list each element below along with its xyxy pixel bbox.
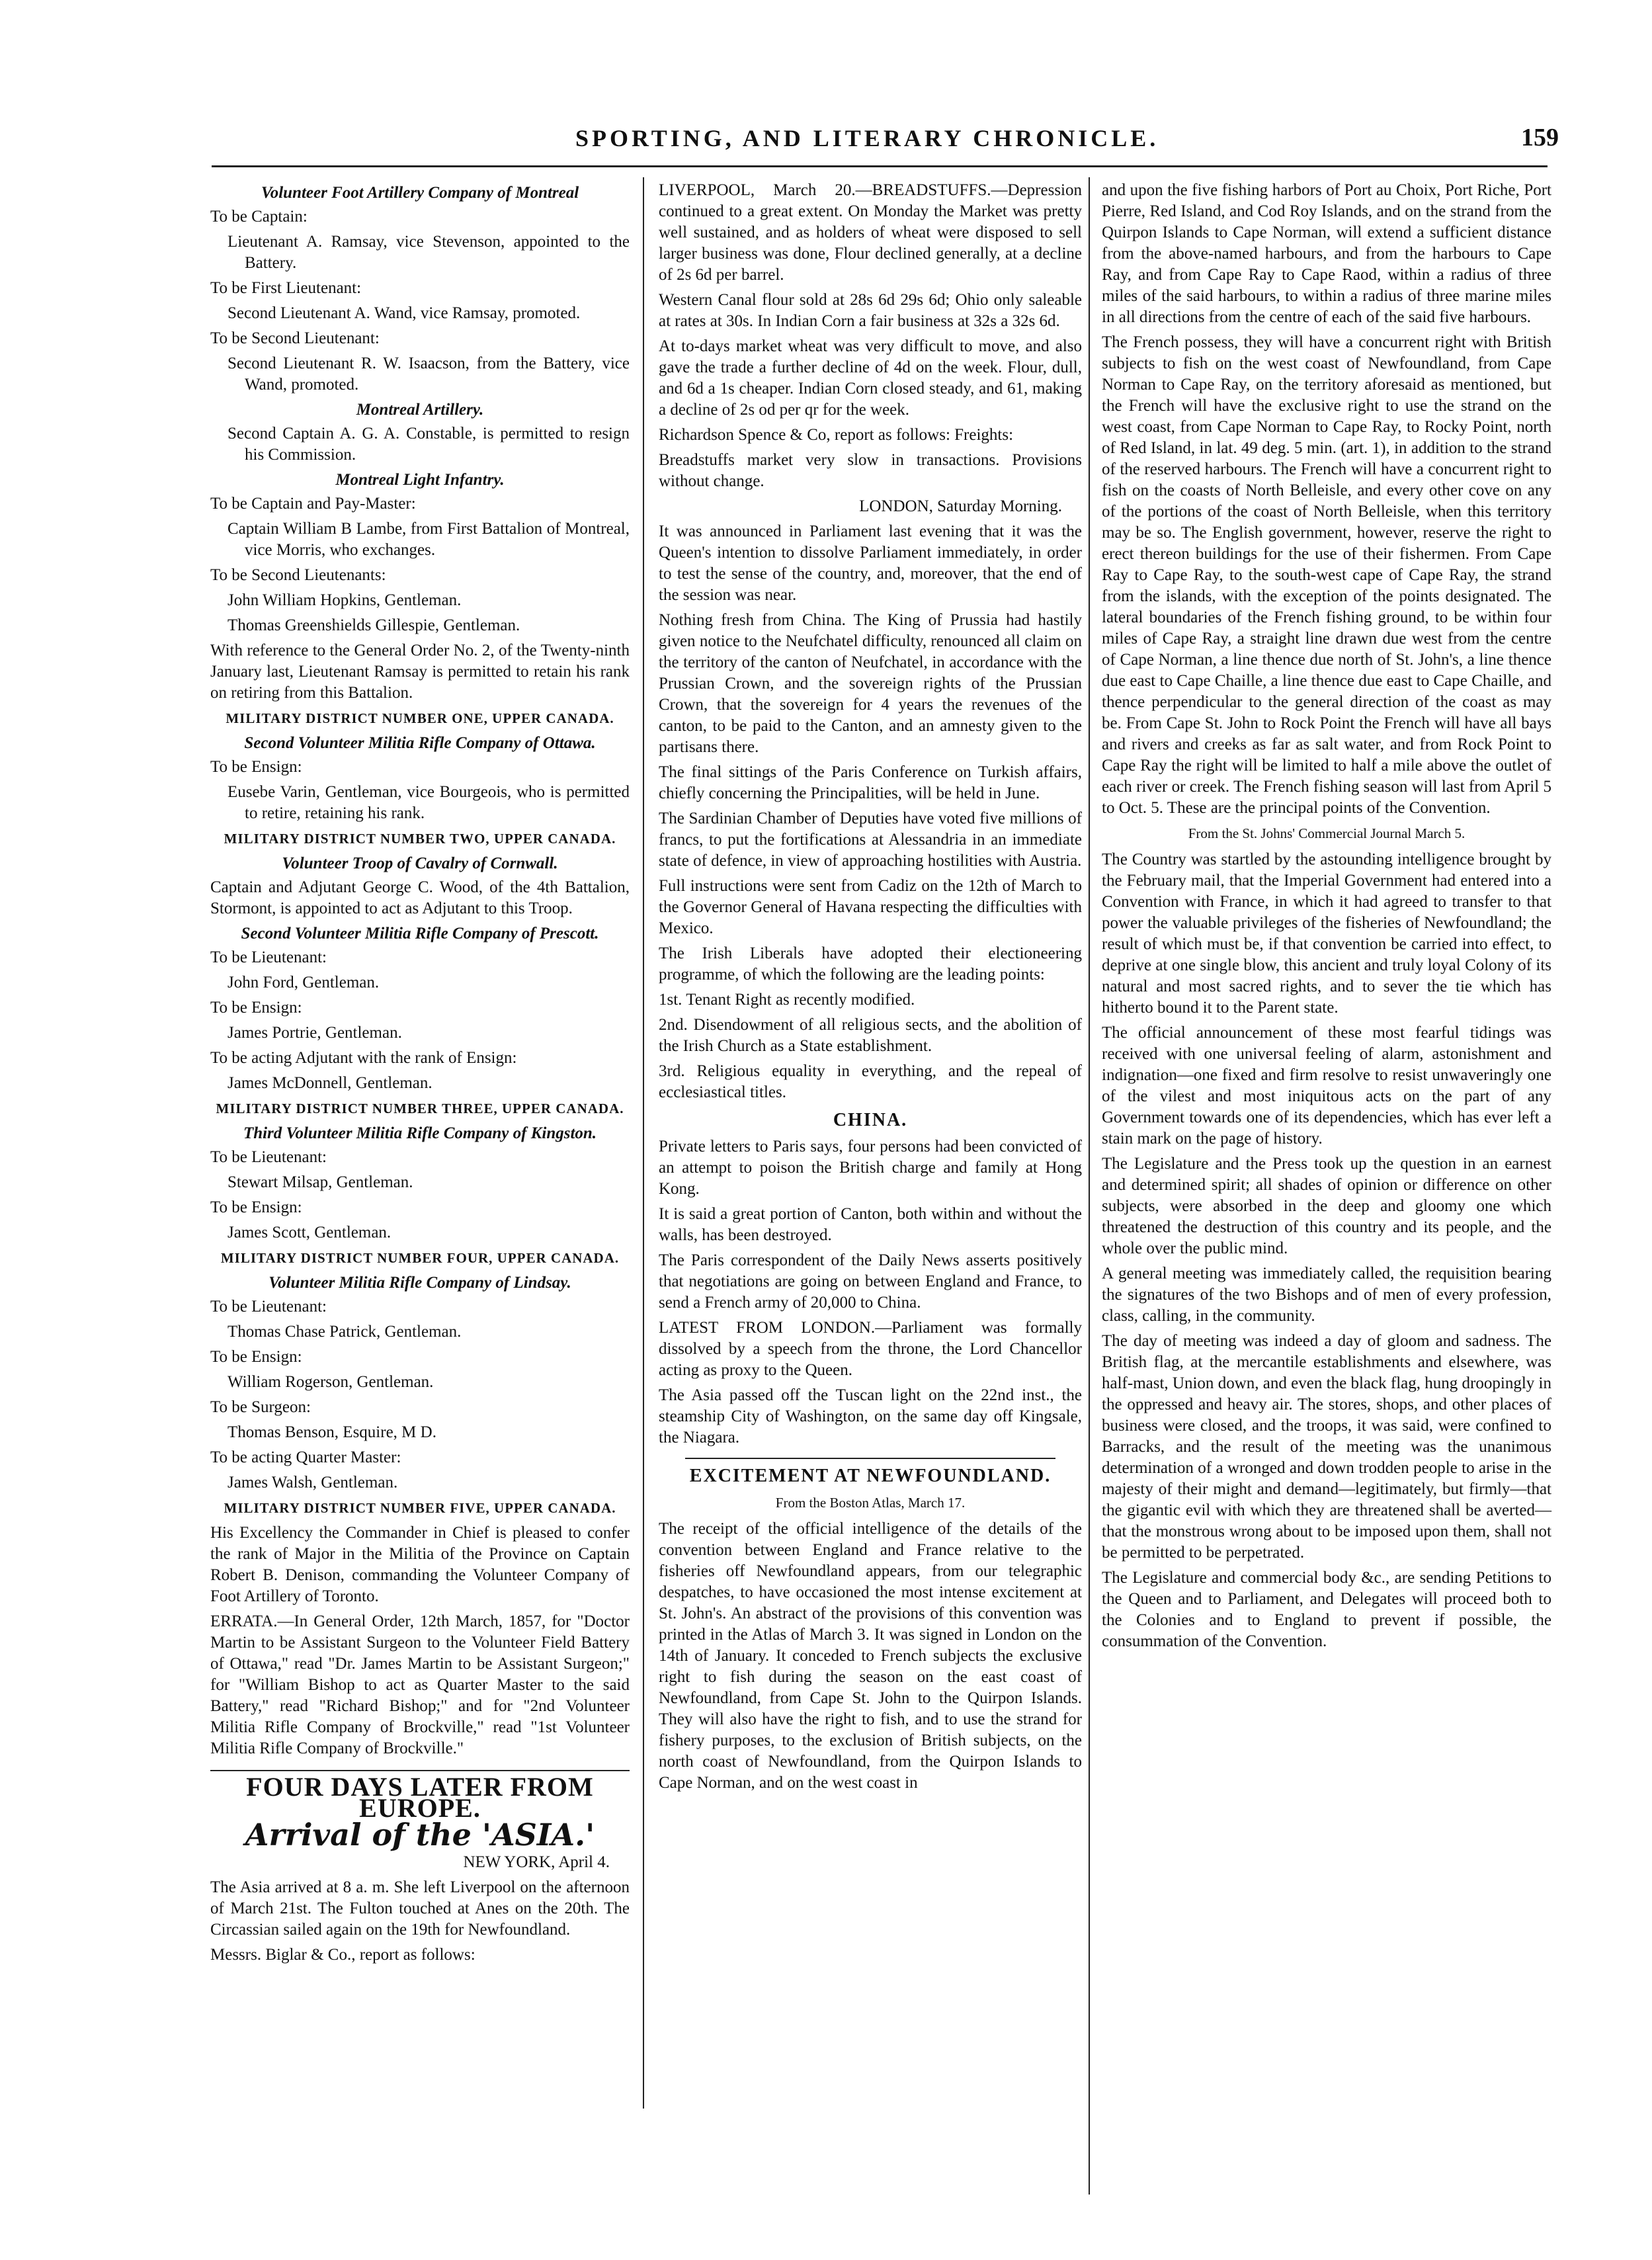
indented-line: John Ford, Gentleman.	[227, 974, 380, 991]
paragraph: 3rd. Religious equality in everything, and the repeal of ecclesiastical titles.	[659, 1062, 1082, 1101]
subsection-heading: Third Volunteer Militia Rifle Company of Kingston.	[243, 1124, 597, 1142]
paragraph: At to-days market wheat was very difficult to move, and also gave the trade a further decline of 4d on the week. Flour, dull, and 6d a 1s cheaper. Indian Corn closed steady, and 61, making a decline of 2s od per qr for the week.	[659, 337, 1082, 419]
paragraph: To be acting Quarter Master:	[210, 1448, 401, 1466]
indented-paragraph: Second Captain A. G. A. Constable, is permitted to resign his Commission.	[227, 425, 630, 464]
paragraph: It is said a great portion of Canton, both within and without the walls, has been destroyed.	[659, 1205, 1082, 1244]
indented-line: James Portrie, Gentleman.	[227, 1024, 402, 1042]
paragraph: To be Ensign:	[210, 1348, 302, 1366]
section-heading: CHINA.	[833, 1110, 908, 1130]
paragraph: The final sittings of the Paris Conference on Turkish affairs, chiefly concerning the Principalities, will be held in June.	[659, 763, 1082, 802]
paragraph: Nothing fresh from China. The King of Prussia had hastily given notice to the Neufchatel difficulty, renounced all claim on the territory of the canton of Neufchatel, in accordance with the Prussian Crown, and the sovereign rights of the Prussian Crown, that the sovereign for 4 years the revenues of the canton, to be paid to the Canton, and an amnesty given to the partisans there.	[659, 611, 1082, 756]
section-heading: EXCITEMENT AT NEWFOUNDLAND.	[689, 1466, 1052, 1486]
paragraph: Full instructions were sent from Cadiz on the 12th of March to the Governor General of Havana respecting the difficulties with Mexico.	[659, 877, 1082, 937]
indented-line: Thomas Greenshields Gillespie, Gentleman.	[227, 616, 520, 634]
source-line: From the St. Johns' Commercial Journal March 5.	[1188, 825, 1466, 841]
paragraph: To be acting Adjutant with the rank of Ensign:	[210, 1049, 517, 1067]
column-1	[210, 180, 630, 1970]
header-rule	[212, 165, 1548, 167]
paragraph: The receipt of the official intelligence of the details of the convention between England and France relative to the fisheries off Newfoundland appears, from our telegraphic despatches, to have occasioned the most intense excitement at St. John's. An abstract of the provisions of this convention was printed in the Atlas of March 3. It was signed in London on the 14th of January. It conceded to French subjects the exclusive right to fish during the season on the east coast of Newfoundland, from Cape St. John to the Quirpon Islands. They will also have the right to fish, and to use the strand for fishery purposes, to the exclusion of British subjects, on the north coast of Newfoundland, from the Quirpon Islands to Cape Norman, and on the west coast in	[659, 1520, 1082, 1792]
district-heading: MILITARY DISTRICT NUMBER ONE, UPPER CANADA.	[226, 710, 614, 726]
paragraph: To be Ensign:	[210, 999, 302, 1017]
paragraph: Richardson Spence & Co, report as follows: Freights:	[659, 426, 1014, 444]
paragraph: ERRATA.—In General Order, 12th March, 1857, for "Doctor Martin to be Assistant Surgeon to the Volunteer Field Battery of Ottawa," read "Dr. James Martin to be Assistant Surgeon;" for "William Bishop to act as Quarter Master to the said Battery," read "Richard Bishop;" and for "2nd Volunteer Militia Rifle Company of Brockville," read "1st Volunteer Militia Rifle Company of Brockville."	[210, 1612, 630, 1757]
indented-line: Thomas Chase Patrick, Gentleman.	[227, 1323, 462, 1341]
paragraph: Captain and Adjutant George C. Wood, of the 4th Battalion, Stormont, is appointed to act as Adjutant to this Troop.	[210, 878, 630, 917]
paragraph: The Country was startled by the astounding intelligence brought by the February mail, that the Imperial Government had entered into a Convention with France, in which it had agreed to transfer to that power the valuable privileges of the fisheries of Newfoundland; the result of which must be, if that convention be carried into effect, to deprive at one single blow, this ancient and truly loyal Colony of its natural and most sacred rights, and to sever the tie which has hitherto bound it to the Parent state.	[1102, 851, 1551, 1017]
indented-line: James Walsh, Gentleman.	[227, 1474, 398, 1491]
column-2	[659, 180, 1082, 1798]
paragraph: To be Captain:	[210, 208, 308, 226]
indented-line: Thomas Benson, Esquire, M D.	[227, 1423, 436, 1441]
paragraph: The Legislature and commercial body &c., are sending Petitions to the Queen and to Parliament, and Delegates will proceed both to the Colonies and to England to prevent if possible, the consummation of the Convention.	[1102, 1569, 1551, 1650]
subsection-heading: Second Volunteer Militia Rifle Company of Ottawa.	[244, 734, 596, 752]
column-3	[1102, 180, 1551, 1656]
paragraph: To be Ensign:	[210, 1198, 302, 1216]
column-divider	[643, 177, 644, 2109]
paragraph: His Excellency the Commander in Chief is pleased to confer the rank of Major in the Militia of the Province on Captain Robert B. Denison, commanding the Volunteer Company of Foot Artillery of Toronto.	[210, 1524, 630, 1605]
paragraph: To be Lieutenant:	[210, 1148, 327, 1166]
district-heading: MILITARY DISTRICT NUMBER TWO, UPPER CANADA.	[224, 831, 616, 847]
subsection-heading: Montreal Artillery.	[356, 401, 484, 419]
paragraph: To be Lieutenant:	[210, 948, 327, 966]
indented-line: John William Hopkins, Gentleman.	[227, 591, 462, 609]
indented-line: Stewart Milsap, Gentleman.	[227, 1173, 413, 1191]
paragraph: To be Surgeon:	[210, 1398, 311, 1416]
source-line: From the Boston Atlas, March 17.	[775, 1495, 966, 1511]
paragraph: A general meeting was immediately called, the requisition bearing the signatures of the two Bishops and of men of every profession, class, calling, in the community.	[1102, 1265, 1551, 1325]
paragraph: and upon the five fishing harbors of Port au Choix, Port Riche, Port Pierre, Red Island, and Cod Roy Islands, and on the strand from the Quirpon Islands to Cape Norman, will extend a sufficient distance from the above-named harbours, and from the harbours to Cape Ray, and from Cape Ray to Cape Raod, within a radius of three miles of the said harbours, to within a radius of three marine miles in all directions from the centre of each of the said five harbours.	[1102, 181, 1551, 326]
paragraph: The Irish Liberals have adopted their electioneering programme, of which the following are the leading points:	[659, 944, 1082, 984]
paragraph: The Sardinian Chamber of Deputies have voted five millions of francs, to put the fortifications at Alessandria in an immediate state of defence, in view of approaching hostilities with Austria.	[659, 810, 1082, 870]
indented-paragraph: Eusebe Varin, Gentleman, vice Bourgeois, who is permitted to retire, retaining his rank.	[227, 783, 630, 822]
paragraph: To be First Lieutenant:	[210, 279, 362, 297]
indented-line: William Rogerson, Gentleman.	[227, 1373, 434, 1391]
paragraph: The Legislature and the Press took up the question in an earnest and determined spirit; all shades of opinion or difference on other subjects, were absorbed in the deep and gloomy one which threatened the destruction of this country and its people, and the whole over the public mind.	[1102, 1155, 1551, 1257]
indented-line: James McDonnell, Gentleman.	[227, 1074, 433, 1092]
paragraph: 1st. Tenant Right as recently modified.	[659, 991, 915, 1009]
dateline: LONDON, Saturday Morning.	[859, 497, 1062, 515]
paragraph: The day of meeting was indeed a day of gloom and sadness. The British flag, at the mercantile establishments and elsewhere, was half-mast, Union down, and even the black flag, hung droopingly in the oppressed and heavy air. The stores, shops, and other places of business were closed, and the troops, it was said, were confined to Barracks, and the result of the meeting was the unanimous determination of a wronged and down trodden people to arise in the majesty of their might and demand—legitimately, but firmly—that the gigantic evil with which they are threatened shall be averted—that the monstrous wrong about to be imposed upon them, shall not be permitted to be perpetrated.	[1102, 1332, 1551, 1562]
paragraph: The official announcement of these most fearful tidings was received with one universal feeling of alarm, astonishment and indignation—one fixed and firm resolve to resist unwaveringly one of the vilest and most iniquitous acts on the part of any Government towards one of its dependencies, which has ever left a stain mark on the page of history.	[1102, 1024, 1551, 1148]
paragraph: 2nd. Disendowment of all religious sects, and the abolition of the Irish Church as a State establishment.	[659, 1016, 1082, 1055]
indented-paragraph: Second Lieutenant A. Wand, vice Ramsay, promoted.	[227, 304, 581, 322]
subsection-heading: Volunteer Troop of Cavalry of Cornwall.	[282, 855, 558, 872]
paragraph: LIVERPOOL, March 20.—BREADSTUFFS.—Depression continued to a great extent. On Monday the Market was pretty well sustained, and as holders of wheat were disposed to sell larger business was done, Flour declined generally, at a decline of 2s 6d per barrel.	[659, 181, 1082, 284]
paragraph: The Asia passed off the Tuscan light on the 22nd inst., the steamship City of Washington, on the same day off Kingsale, the Niagara.	[659, 1386, 1082, 1446]
paragraph: The French possess, they will have a concurrent right with British subjects to fish on the west coast of Newfoundland, from Cape Norman to Cape Ray, on the territory aforesaid as mentioned, but the French will have the exclusive right to use the strand on the west coast, from Cape Norman to Cape Ray, to Rocky Point, north of Red Island, in lat. 49 deg. 5 min. (art. 1), in addition to the strand of the reserved harbours. The French will have a concurrent right to fish on the coasts of North Belleisle, and every other cove on any of the portions of the coast of North Belleisle, when this territory may be so. The English government, however, reserve the right to erect thereon buildings for the use of their fishermen. From Cape Ray to Cape Ray, to the south-west cape of Cape Ray, the strand from the islands, with the exception of the points designated. The lateral boundaries of the French fishing ground, to be within four miles of Cape Ray, a straight line drawn due west from the centre of Cape Norman, a line thence due north of St. John's, a line thence due east to Cape Chaille, a line thence due east to Cape Chaille, and thence perpendicular to the general direction of the coast as may be. From Cape St. John to Rock Point the French will have all bays and rivers and creeks as far as salt water, and from Rock Point to Cape Ray the right will be limited to half a mile above the outlet of each river or creek. The French fishing season will last from April 5 to Oct. 5. These are the principal points of the Convention.	[1102, 333, 1551, 817]
paragraph: With reference to the General Order No. 2, of the Twenty-ninth January last, Lieutenant Ramsay is permitted to retain his rank on retiring from this Battalion.	[210, 642, 630, 702]
subsection-heading: Volunteer Foot Artillery Company of Montreal	[261, 184, 579, 202]
paragraph: To be Ensign:	[210, 758, 302, 776]
divider	[685, 1458, 1055, 1459]
indented-paragraph: Lieutenant A. Ramsay, vice Stevenson, appointed to the Battery.	[227, 233, 630, 272]
paragraph: Private letters to Paris says, four persons had been convicted of an attempt to poison the British charge and family at Hong Kong.	[659, 1138, 1082, 1198]
paragraph: LATEST FROM LONDON.—Parliament was formally dissolved by a speech from the throne, the Lord Chancellor acting as proxy to the Queen.	[659, 1319, 1082, 1379]
running-title: SPORTING, AND LITERARY CHRONICLE.	[575, 125, 1159, 151]
paragraph: To be Captain and Pay-Master:	[210, 495, 416, 513]
page-number: 159	[1521, 124, 1559, 151]
subsection-heading: Montreal Light Infantry.	[335, 471, 505, 489]
paragraph: To be Second Lieutenant:	[210, 329, 380, 347]
paragraph: It was announced in Parliament last evening that it was the Queen's intention to dissolve Parliament immediately, in order to test the sense of the country, and, moreover, that the end of the session was near.	[659, 523, 1082, 604]
dateline: NEW YORK, April 4.	[463, 1853, 610, 1871]
subsection-heading: Volunteer Militia Rifle Company of Lindsay.	[268, 1274, 571, 1292]
paragraph: Breadstuffs market very slow in transactions. Provisions without change.	[659, 451, 1082, 490]
headline: FOUR DAYS LATER FROM EUROPE.	[210, 1770, 630, 1819]
indented-line: James Scott, Gentleman.	[227, 1224, 392, 1241]
paragraph: To be Lieutenant:	[210, 1298, 327, 1316]
district-heading: MILITARY DISTRICT NUMBER FOUR, UPPER CANADA.	[220, 1250, 620, 1266]
column-divider	[1089, 177, 1090, 2195]
paragraph: To be Second Lieutenants:	[210, 566, 386, 584]
district-heading: MILITARY DISTRICT NUMBER THREE, UPPER CANADA.	[216, 1101, 624, 1116]
paragraph: The Paris correspondent of the Daily News asserts positively that negotiations are going on between England and France, to send a French army of 20,000 to China.	[659, 1251, 1082, 1312]
district-heading: MILITARY DISTRICT NUMBER FIVE, UPPER CANADA.	[224, 1500, 616, 1516]
indented-paragraph: Second Lieutenant R. W. Isaacson, from the Battery, vice Wand, promoted.	[227, 355, 630, 394]
subheadline: Arrival of the 'ASIA.'	[245, 1817, 595, 1853]
paragraph: Messrs. Biglar & Co., report as follows:	[210, 1946, 475, 1964]
paragraph: The Asia arrived at 8 a. m. She left Liverpool on the afternoon of March 21st. The Fulton touched at Anes on the 20th. The Circassian sailed again on the 19th for Newfoundland.	[210, 1878, 630, 1939]
subsection-heading: Second Volunteer Militia Rifle Company of Prescott.	[241, 925, 599, 942]
indented-paragraph: Captain William B Lambe, from First Battalion of Montreal, vice Morris, who exchanges.	[227, 520, 630, 559]
paragraph: Western Canal flour sold at 28s 6d 29s 6d; Ohio only saleable at rates at 30s. In Indian Corn a fair business at 32s a 32s 6d.	[659, 291, 1082, 330]
